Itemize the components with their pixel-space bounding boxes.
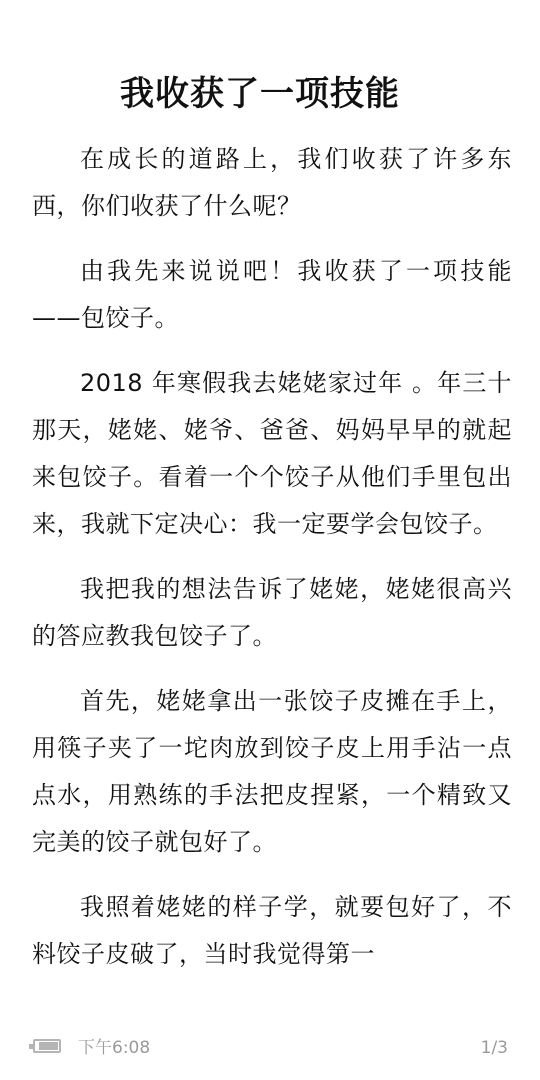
page-indicator: 1/3 [480, 1038, 508, 1058]
article-body[interactable] [32, 136, 512, 1016]
paragraph: 由我先来说说吧！我收获了一项技能——包饺子。 [32, 257, 512, 332]
paragraph: 我照着姥姥的样子学，就要包好了，不料饺子皮破了，当时我觉得第一 [32, 893, 512, 968]
battery-icon [33, 1039, 61, 1053]
battery-level [39, 1042, 58, 1050]
paragraph: 我把我的想法告诉了姥姥，姥姥很高兴的答应教我包饺子了。 [32, 575, 512, 650]
clock-time: 下午6:08 [78, 1038, 151, 1058]
article-title: 我收获了一项技能 [120, 74, 400, 114]
paragraph: 在成长的道路上，我们收获了许多东西，你们收获了什么呢？ [32, 145, 512, 220]
reader-status-bar [0, 1030, 540, 1066]
paragraph: 首先，姥姥拿出一张饺子皮摊在手上，用筷子夹了一坨肉放到饺子皮上用手沾一点点水，用熟练的手法把皮捏紧，一个精致又完美的饺子就包好了。 [32, 687, 512, 856]
paragraph: 2018 年寒假我去姥姥家过年 。年三十那天，姥姥、姥爷、爸爸、妈妈早早的就起来包饺子。看着一个个饺子从他们手里包出来，我就下定决心：我一定要学会包饺子。 [32, 369, 512, 538]
